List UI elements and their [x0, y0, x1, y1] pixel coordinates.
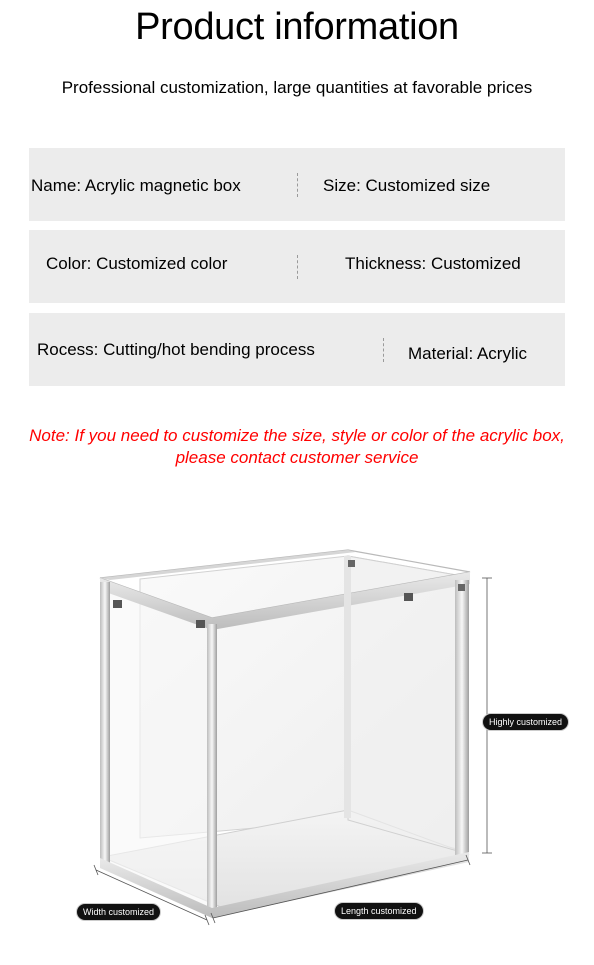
page-subtitle: Professional customization, large quantities at favorable prices [61, 78, 533, 97]
spec-divider [297, 255, 298, 279]
note-line-2: please contact customer service [175, 448, 419, 467]
width-label: Width customized [76, 903, 161, 921]
acrylic-box-image [0, 520, 594, 960]
spec-size: Size: Customized size [323, 176, 491, 195]
note-line-1: Note: If you need to customize the size, style or color of the acrylic box, [29, 426, 565, 445]
spec-divider [297, 173, 298, 197]
spec-color: Color: Customized color [46, 254, 228, 273]
spec-row-1 [29, 148, 565, 221]
acrylic-box-illustration [0, 520, 594, 960]
spec-process: Rocess: Cutting/hot bending process [37, 340, 315, 359]
spec-thickness: Thickness: Customized [345, 254, 521, 273]
spec-divider [383, 338, 384, 362]
length-label: Length customized [334, 902, 424, 920]
spec-material: Material: Acrylic [408, 344, 528, 363]
spec-name: Name: Acrylic magnetic box [31, 176, 241, 195]
spec-row-2 [29, 230, 565, 303]
height-label: Highly customized [482, 713, 569, 731]
spec-row-3 [29, 313, 565, 386]
customization-note [0, 425, 594, 469]
page-title: Product information [135, 6, 459, 48]
